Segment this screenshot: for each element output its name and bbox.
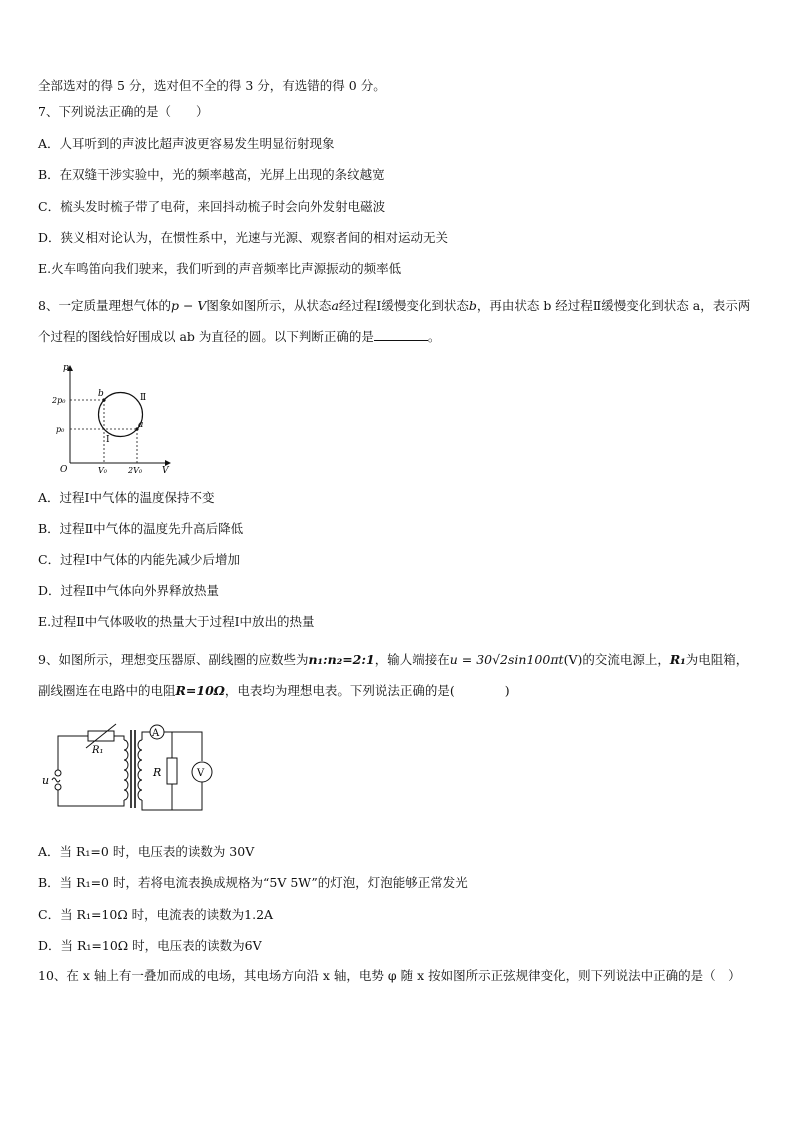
ac-source-icon <box>52 778 60 782</box>
q7-option-e: E.火车鸣笛向我们驶来，我们听到的声音频率比声源振动的频率低 <box>38 261 402 276</box>
r1-label: R₁ <box>92 745 104 756</box>
q9-option-c: C．当 R₁=10Ω 时，电流表的读数为1.2A <box>38 907 274 922</box>
scoring-note: 全部选对的得 5 分，选对但不全的得 3 分，有选错的得 0 分。 <box>38 78 386 93</box>
q8-state-b: b <box>468 298 477 313</box>
q9-stem-part-5: ，电表均为理想电表。下列说法正确的是( ) <box>224 683 510 698</box>
source-terminal-top <box>55 770 61 776</box>
q9-option-d: D．当 R₁=10Ω 时，电压表的读数为6V <box>38 938 262 953</box>
primary-wire-top-left <box>58 736 88 770</box>
pv-graph <box>52 360 177 475</box>
q8-stem-part-3: 经过程Ⅰ缓慢变化到状态 <box>338 298 469 313</box>
point-a-label: a <box>138 420 144 430</box>
question-10-stem: 10、在 x 轴上有一叠加而成的电场，其电场方向沿 x 轴，电势 φ 随 x 按如图所示正弦规律变化，则下列说法中正确的是（ ） <box>38 968 741 983</box>
q8-pv-symbol: p − V <box>170 298 207 313</box>
q7-option-c: C．梳头发时梳子带了电荷，来回抖动梳子时会向外发射电磁波 <box>38 199 386 214</box>
source-u-label: u <box>42 774 50 787</box>
v-tick-v0: V₀ <box>98 466 107 475</box>
q8-option-d: D．过程Ⅱ中气体向外界释放热量 <box>38 583 220 598</box>
v-axis-label: V <box>162 466 169 475</box>
q8-stem-part-1: 8、一定质量理想气体的 <box>38 298 171 313</box>
origin-label: O <box>60 465 68 475</box>
q9-stem-part-3: (V)的交流电源上， <box>563 652 670 667</box>
resistor-r <box>167 758 177 784</box>
q7-option-b: B．在双缝干涉实验中，光的频率越高，光屏上出现的条纹越宽 <box>38 167 385 182</box>
process-2-label: Ⅱ <box>140 393 147 403</box>
q8-stem-part-4: ，再由状态 b 经过程Ⅱ缓慢变化到状态 a，表示两个过程的图线恰好围成以 ab 为直径的圆。以下判断正确的是 <box>38 298 751 344</box>
q9-voltage-formula: u = 30√2sin100πt <box>449 652 564 667</box>
q9-stem-part-1: 9、如图所示，理想变压器原、副线圈的应数些为 <box>38 652 309 667</box>
q9-r-value: R=10Ω <box>175 683 225 698</box>
p-axis-label: p <box>63 363 69 373</box>
point-b-label: b <box>98 389 104 399</box>
p-tick-2p0: 2p₀ <box>52 396 66 405</box>
q8-option-c: C．过程Ⅰ中气体的内能先减少后增加 <box>38 552 241 567</box>
ammeter-label: A <box>152 728 160 739</box>
p-tick-p0: p₀ <box>56 425 65 434</box>
q9-stem-part-4: 为电阻箱，副线圈连在电路中的电阻 <box>38 652 749 698</box>
q7-option-a: A．人耳听到的声波比超声波更容易发生明显衍射现象 <box>38 136 335 151</box>
source-terminal-bottom <box>55 784 61 790</box>
q7-option-d: D．狭义相对论认为，在惯性系中，光速与光源、观察者间的相对运动无关 <box>38 230 449 245</box>
primary-wire-top-right <box>114 736 124 740</box>
q8-answer-blank <box>374 328 428 341</box>
primary-coil <box>124 740 128 800</box>
q8-stem-part-2: 图象如图所示，从状态 <box>206 298 332 313</box>
q9-option-a: A．当 R₁=0 时，电压表的读数为 30V <box>38 844 255 859</box>
primary-wire-bottom <box>58 790 124 806</box>
q9-turns-ratio: n₁:n₂=2:1 <box>308 652 375 667</box>
process-1-label: Ⅰ <box>106 435 110 445</box>
q9-r1-symbol: R₁ <box>669 652 686 667</box>
transformer-circuit <box>40 718 225 818</box>
secondary-wire-top-right <box>164 732 202 761</box>
q8-stem-end: 。 <box>427 329 441 344</box>
q8-option-b: B．过程Ⅱ中气体的温度先升高后降低 <box>38 521 244 536</box>
question-8-stem <box>38 290 756 352</box>
resistor-r-label: R <box>153 766 162 779</box>
secondary-coil <box>138 740 142 800</box>
q8-option-e: E.过程Ⅱ中气体吸收的热量大于过程Ⅰ中放出的热量 <box>38 614 315 629</box>
q8-state-a: a <box>331 298 339 313</box>
question-9-stem <box>38 644 756 706</box>
q9-stem-part-2: ，输人端接在 <box>374 652 450 667</box>
q9-option-b: B．当 R₁=0 时，若将电流表换成规格为“5V 5W”的灯泡，灯泡能够正常发光 <box>38 875 468 890</box>
v-tick-2v0: 2V₀ <box>128 466 143 475</box>
secondary-wire-top <box>142 732 150 740</box>
voltmeter-label: V <box>197 768 205 779</box>
question-7-stem: 7、下列说法正确的是（ ） <box>38 104 209 119</box>
q8-option-a: A．过程Ⅰ中气体的温度保持不变 <box>38 490 215 505</box>
